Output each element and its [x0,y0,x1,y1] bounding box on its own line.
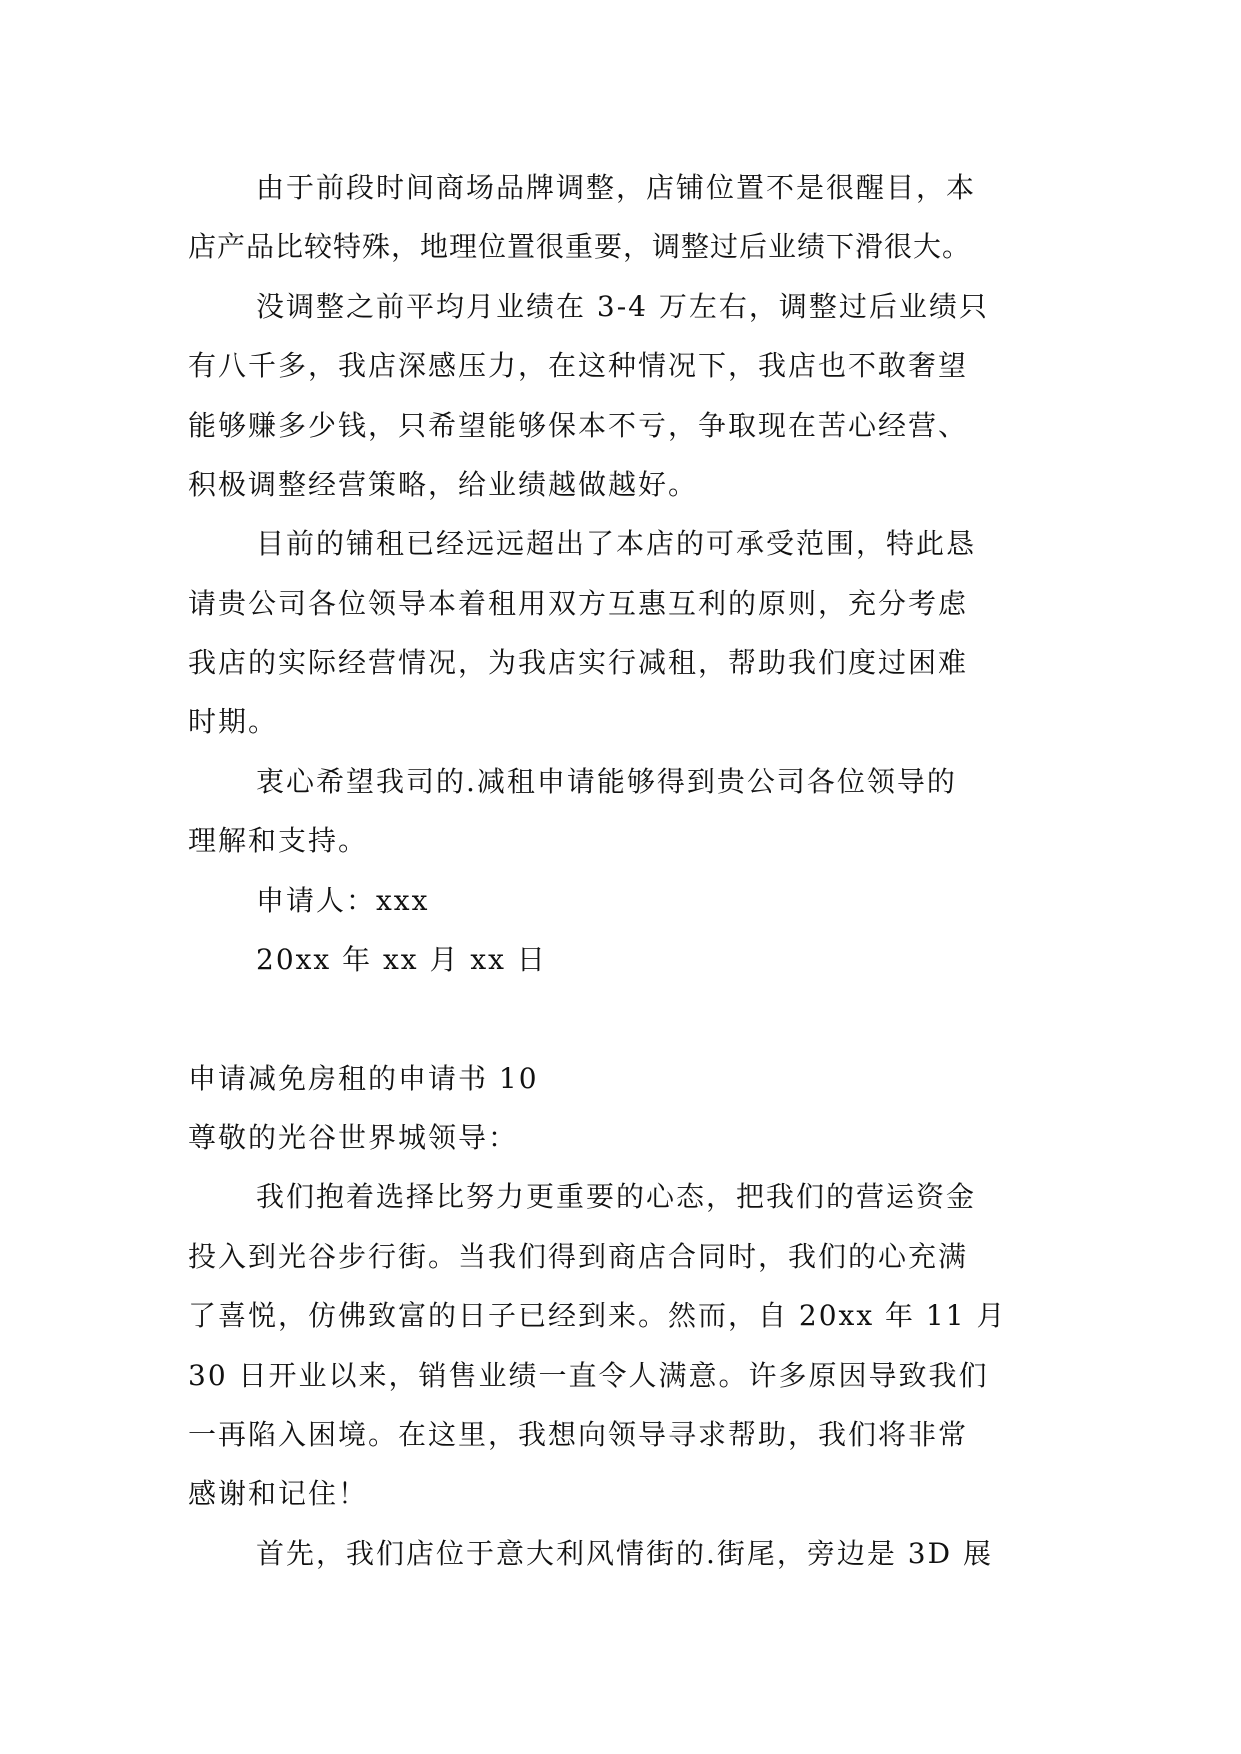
paragraph-line: 有八千多，我店深感压力，在这种情况下，我店也不敢奢望 [188,349,969,382]
paragraph-line: 没调整之前平均月业绩在 3-4 万左右，调整过后业绩只 [256,290,989,323]
paragraph-line: 理解和支持。 [188,824,369,857]
paragraph-line: 感谢和记住！ [188,1477,369,1510]
paragraph-line: 请贵公司各位领导本着租用双方互惠互利的原则，充分考虑 [188,587,969,620]
paragraph-line: 我们抱着选择比努力更重要的心态，把我们的营运资金 [256,1180,977,1213]
applicant-line: 申请人：xxx [256,884,430,917]
paragraph-line: 30 日开业以来，销售业绩一直令人满意。许多原因导致我们 [188,1359,989,1392]
paragraph-line: 积极调整经营策略，给业绩越做越好。 [188,468,699,501]
paragraph-line: 目前的铺租已经远远超出了本店的可承受范围，特此恳 [256,527,977,560]
paragraph-line: 店产品比较特殊，地理位置很重要，调整过后业绩下滑很大。 [188,230,972,263]
paragraph-line: 投入到光谷步行街。当我们得到商店合同时，我们的心充满 [188,1240,969,1273]
paragraph-line: 能够赚多少钱，只希望能够保本不亏，争取现在苦心经营、 [188,409,969,442]
paragraph-line: 由于前段时间商场品牌调整，店铺位置不是很醒目，本 [256,171,977,204]
paragraph-line: 一再陷入困境。在这里，我想向领导寻求帮助，我们将非常 [188,1418,969,1451]
date-line: 20xx 年 xx 月 xx 日 [256,943,547,976]
paragraph-line: 了喜悦，仿佛致富的日子已经到来。然而，自 20xx 年 11 月 [188,1299,1007,1332]
paragraph-line: 时期。 [188,705,279,738]
paragraph-line: 衷心希望我司的.减租申请能够得到贵公司各位领导的 [256,765,957,798]
paragraph-line: 首先，我们店位于意大利风情街的.街尾，旁边是 3D 展 [256,1537,993,1570]
salutation: 尊敬的光谷世界城领导： [188,1121,519,1154]
paragraph-line: 我店的实际经营情况，为我店实行减租，帮助我们度过困难 [188,646,969,679]
section-title: 申请减免房租的申请书 10 [188,1062,539,1095]
